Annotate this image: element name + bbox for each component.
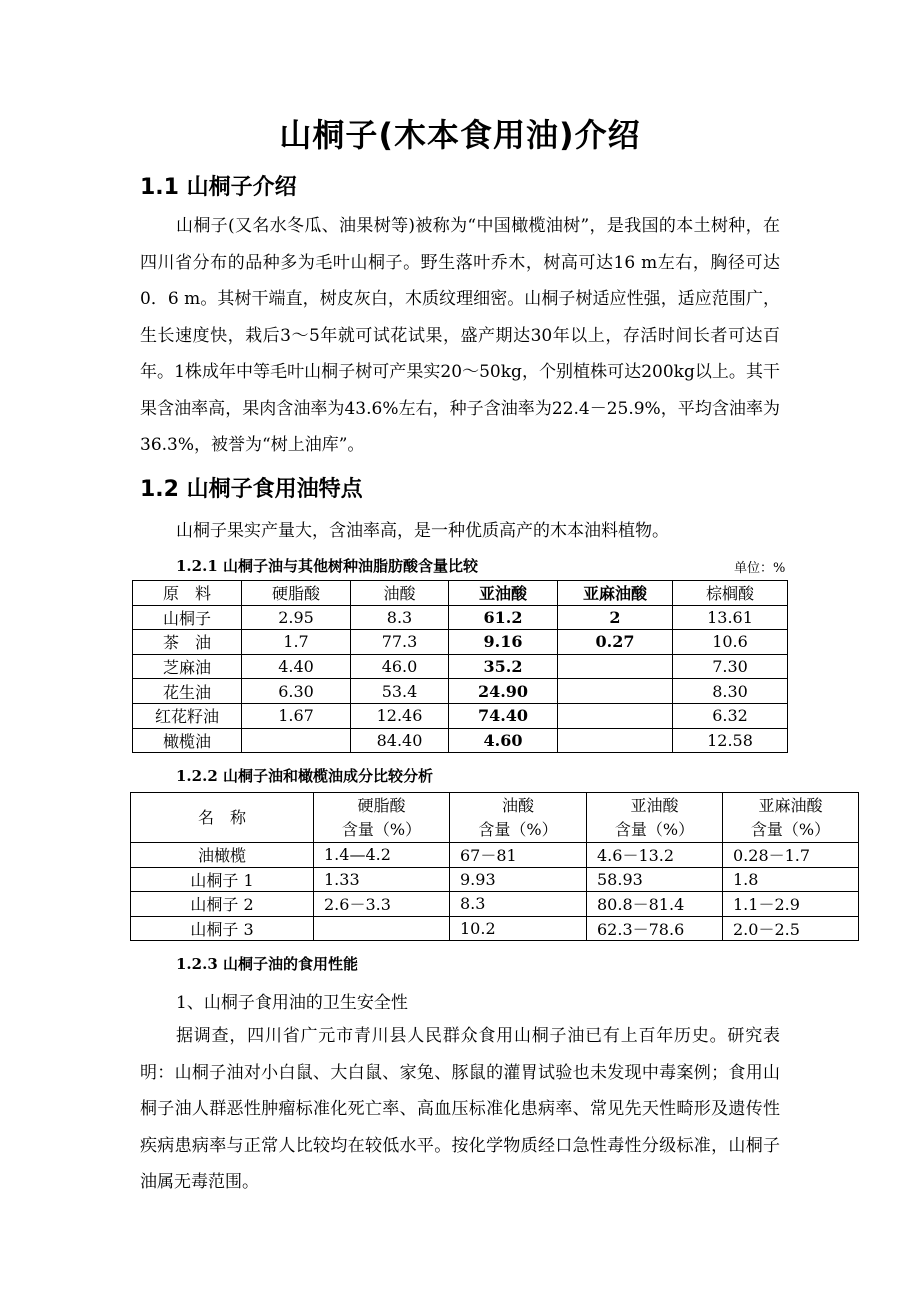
table-cell: 山桐子 2 — [131, 892, 314, 917]
table-cell: 7.30 — [673, 654, 788, 679]
table1-caption: 1.2.1 山桐子油与其他树种油脂肪酸含量比较 — [176, 557, 478, 575]
header-cell — [131, 793, 314, 843]
table-cell: 74.40 — [449, 703, 558, 728]
table-cell — [558, 654, 673, 679]
table-cell: 8.3 — [450, 892, 587, 917]
table-row — [131, 916, 859, 941]
header-bottom: 含量（%） — [614, 819, 695, 839]
table-row — [133, 630, 788, 655]
table-cell: 6.30 — [242, 679, 351, 704]
table-row — [131, 843, 859, 868]
table-cell: 10.2 — [450, 916, 587, 941]
table-row — [131, 892, 859, 917]
table-row — [133, 703, 788, 728]
table-cell: 67－81 — [450, 843, 587, 868]
table-cell: 油橄榄 — [131, 843, 314, 868]
table-cell: 1.33 — [314, 867, 450, 892]
table-cell: 61.2 — [449, 605, 558, 630]
header-cell: 亚油酸 — [449, 581, 558, 606]
table-row — [133, 605, 788, 630]
table-cell: 茶 油 — [133, 630, 242, 655]
table-cell: 77.3 — [351, 630, 449, 655]
header-top: 硬脂酸 — [357, 795, 406, 815]
table-cell: 4.6－13.2 — [587, 843, 723, 868]
section-1-2-3-paragraph: 据调查，四川省广元市青川县人民群众食用山桐子油已有上百年历史。研究表明：山桐子油对小白鼠、大白鼠、家兔、豚鼠的灌胃试验也未发现中毒案例；食用山桐子油人群恶性肿瘤标准化死亡率、高血压标准化患病率、常见先天性畸形及遗传性疾病患病率与正常人比较均在较低水平。按化学物质经口急性毒性分级标准，山桐子油属无毒范围。 — [140, 1026, 780, 1192]
table-cell: 58.93 — [587, 867, 723, 892]
table-cell: 橄榄油 — [133, 728, 242, 753]
table-cell: 46.0 — [351, 654, 449, 679]
header-cell: 油酸 — [351, 581, 449, 606]
header-top: 油酸 — [501, 795, 534, 815]
table-header-row — [131, 793, 859, 843]
header-bottom: 含量（%） — [750, 819, 831, 839]
header-bottom: 含量（%） — [341, 819, 422, 839]
table-cell: 1.4—4.2 — [314, 843, 450, 868]
table-cell: 10.6 — [673, 630, 788, 655]
header-cell — [450, 793, 587, 843]
header-cell: 原 料 — [133, 581, 242, 606]
table-cell: 6.32 — [673, 703, 788, 728]
table-cell: 花生油 — [133, 679, 242, 704]
header-top: 亚麻油酸 — [758, 795, 823, 815]
table-cell: 35.2 — [449, 654, 558, 679]
table-cell: 山桐子 3 — [131, 916, 314, 941]
table2-caption: 1.2.2 山桐子油和橄榄油成分比较分析 — [176, 767, 433, 785]
table-cell: 2.6－3.3 — [314, 892, 450, 917]
table-row — [131, 867, 859, 892]
table-cell: 红花籽油 — [133, 703, 242, 728]
header-bottom: 含量（%） — [478, 819, 558, 839]
table-cell: 53.4 — [351, 679, 449, 704]
table-cell: 1.1－2.9 — [723, 892, 859, 917]
table-row — [133, 654, 788, 679]
section-1-2-intro: 山桐子果实产量大，含油率高，是一种优质高产的木本油料植物。 — [176, 521, 669, 541]
list-item-hygiene-safety: 1、山桐子食用油的卫生安全性 — [176, 993, 408, 1013]
table-cell: 2 — [558, 605, 673, 630]
table-cell: 0.27 — [558, 630, 673, 655]
table-cell: 12.58 — [673, 728, 788, 753]
table-cell: 12.46 — [351, 703, 449, 728]
table1-unit: 单位：% — [734, 561, 786, 576]
fatty-acid-comparison-table — [132, 580, 788, 753]
section-heading-1-2: 1.2 山桐子食用油特点 — [140, 477, 363, 502]
table-cell — [558, 703, 673, 728]
table-cell — [558, 728, 673, 753]
header-cell — [587, 793, 723, 843]
table-cell — [242, 728, 351, 753]
table-cell: 0.28－1.7 — [723, 843, 859, 868]
section-1-2-3-heading: 1.2.3 山桐子油的食用性能 — [176, 955, 358, 973]
table-cell — [558, 679, 673, 704]
header-cell: 亚麻油酸 — [558, 581, 673, 606]
table-cell: 4.40 — [242, 654, 351, 679]
table-cell: 62.3－78.6 — [587, 916, 723, 941]
table-cell: 8.3 — [351, 605, 449, 630]
table-cell: 1.8 — [723, 867, 859, 892]
table-cell: 13.61 — [673, 605, 788, 630]
table-cell: 2.0－2.5 — [723, 916, 859, 941]
header-cell: 棕榈酸 — [673, 581, 788, 606]
section-heading-1-1: 1.1 山桐子介绍 — [140, 175, 297, 200]
header-top: 亚油酸 — [630, 795, 679, 815]
header-cell — [723, 793, 859, 843]
table-cell: 山桐子 — [133, 605, 242, 630]
table-cell: 山桐子 1 — [131, 867, 314, 892]
table-cell: 24.90 — [449, 679, 558, 704]
table-cell: 80.8－81.4 — [587, 892, 723, 917]
section-1-1-paragraph: 山桐子(又名水冬瓜、油果树等)被称为“中国橄榄油树”，是我国的本土树种，在四川省分布的品种多为毛叶山桐子。野生落叶乔木，树高可达16 m左右，胸径可达0．6 m。其树干端直，树皮灰白，木质纹理细密。山桐子树适应性强，适应范围广，生长速度快，栽后3～5年就可试花试果，盛产期达30年以上，存活时间长者可达百年。1株成年中等毛叶山桐子树可产果实20～50kg，个别植株可达200kg以上。其干果含油率高，果肉含油率为43.6%左右，种子含油率为22.4－25.9%，平均含油率为36.3%，被誉为“树上油库”。 — [140, 216, 780, 455]
table-cell: 84.40 — [351, 728, 449, 753]
table-cell: 9.93 — [450, 867, 587, 892]
table-cell: 9.16 — [449, 630, 558, 655]
table-row — [133, 679, 788, 704]
table-cell: 芝麻油 — [133, 654, 242, 679]
table-cell: 1.7 — [242, 630, 351, 655]
table-cell: 4.60 — [449, 728, 558, 753]
page-title: 山桐子(木本食用油)介绍 — [279, 116, 641, 154]
table-cell: 1.67 — [242, 703, 351, 728]
table-row — [133, 728, 788, 753]
table-cell: 8.30 — [673, 679, 788, 704]
table-header-row — [133, 581, 788, 606]
header-cell — [314, 793, 450, 843]
table-cell: 2.95 — [242, 605, 351, 630]
olive-vs-idesia-table — [130, 792, 859, 941]
header-top: 名 称 — [197, 807, 246, 827]
header-cell: 硬脂酸 — [242, 581, 351, 606]
table-cell — [314, 916, 450, 941]
